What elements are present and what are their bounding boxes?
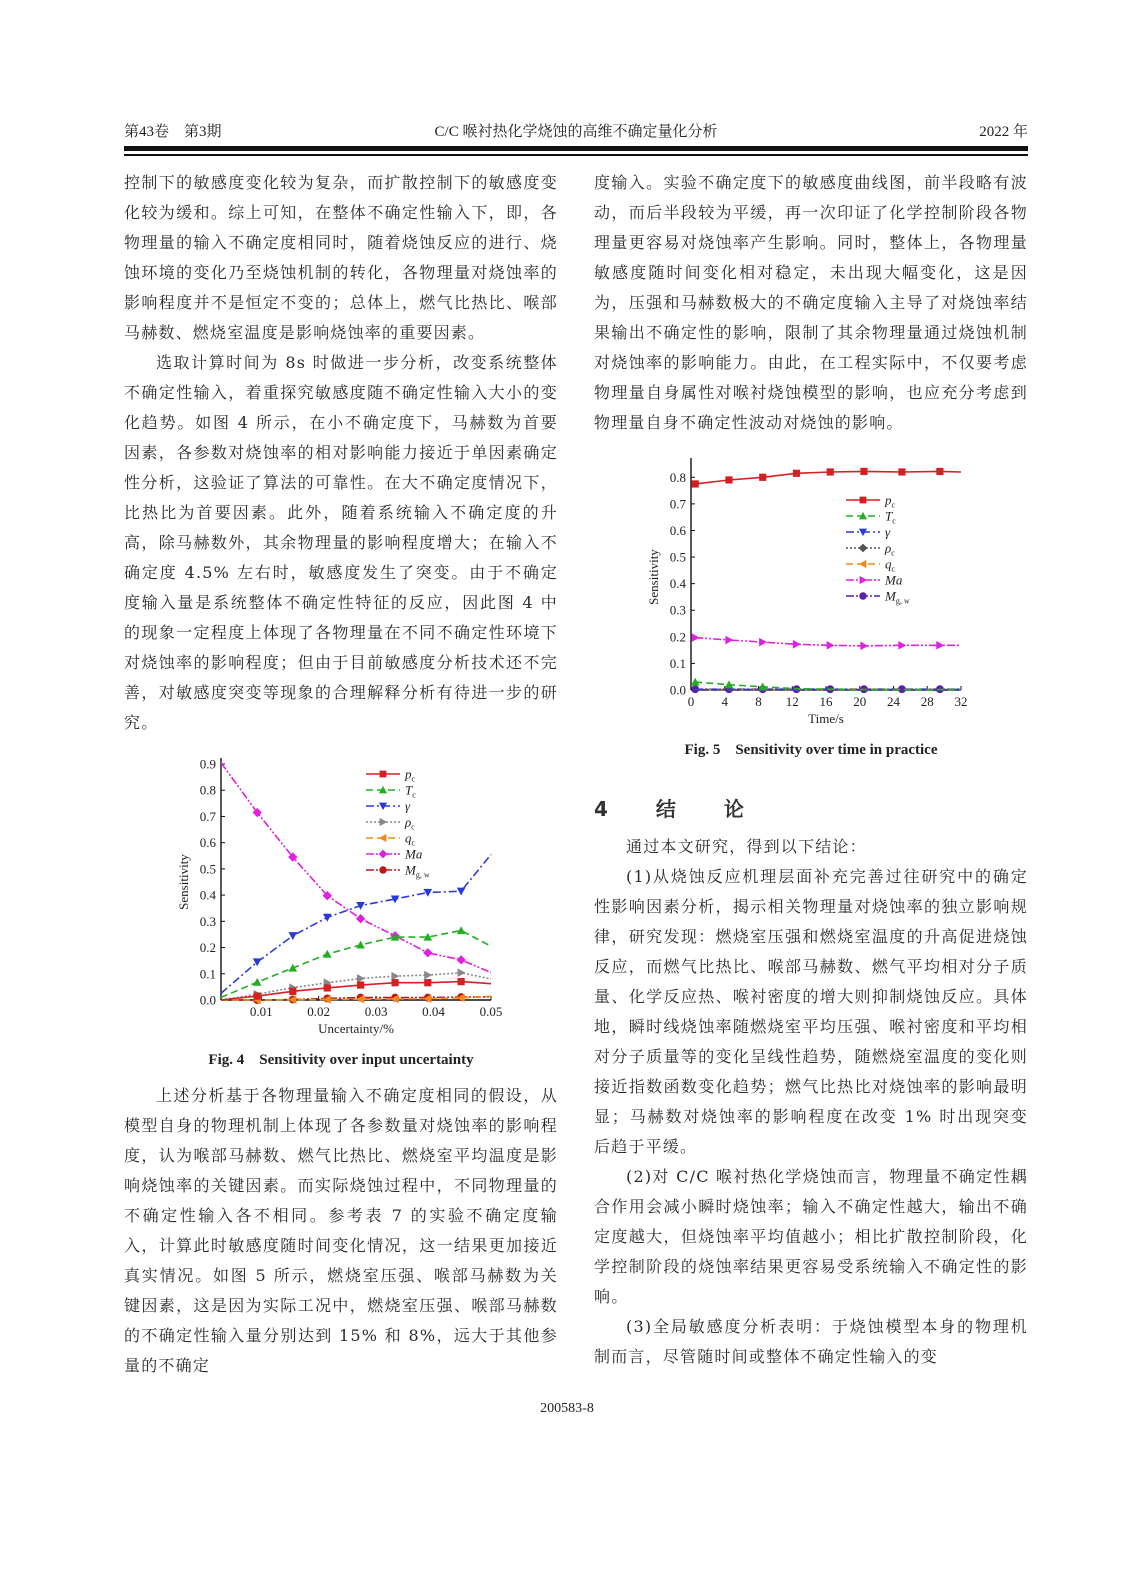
legend-marker xyxy=(380,770,387,777)
series-line xyxy=(695,682,961,690)
data-point xyxy=(356,914,365,923)
legend-marker xyxy=(858,543,867,552)
legend-marker xyxy=(379,849,388,858)
data-point xyxy=(356,940,365,948)
paragraph: (2)对 C/C 喉衬热化学烧蚀而言，物理量不确定性耦合作用会减小瞬时烧蚀率；输入不确定性越大，输出不确定度越大，但烧蚀率平均值越小；相比扩散控制阶段，化学控制阶段的烧蚀率结果更容易受系统输入不确定性的影响。 xyxy=(594,1166,1028,1306)
left-column-top-text xyxy=(124,168,558,738)
data-point xyxy=(898,641,906,650)
y-tick-label: 0.6 xyxy=(669,522,686,538)
paragraph: 度输入。实验不确定度下的敏感度曲线图，前半段略有波动，而后半段较为平缓，再一次印证了化学控制阶段各物理量更容易对烧蚀率产生影响。同时，整体上，各物理量敏感度随时间变化相对稳定，未出现大幅变化，这是因为，压强和马赫数极大的不确定度输入主导了对烧蚀率结果输出不确定性的影响，限制了其余物理量通过烧蚀机制对烧蚀率的影响能力。由此，在工程实际中，不仅要考虑物理量自身属性对喉衬烧蚀模型的影响，也应充分考虑到物理量自身不确定性波动对烧蚀的影响。 xyxy=(594,172,1028,432)
paragraph: 通过本文研究，得到以下结论： xyxy=(626,836,867,856)
series-2 xyxy=(221,854,491,993)
data-point xyxy=(898,468,905,475)
x-axis-label: Time/s xyxy=(807,710,844,726)
figure-5 xyxy=(594,452,1028,759)
section-heading-conclusion: 4 结 论 xyxy=(594,796,758,821)
legend-label: γ xyxy=(884,524,890,539)
y-tick-label: 0.1 xyxy=(669,655,686,671)
y-tick-label: 0.4 xyxy=(669,575,686,591)
legend-label: $q_c$ xyxy=(405,830,416,847)
x-tick-label: 32 xyxy=(954,693,967,709)
series-0 xyxy=(691,467,960,487)
y-tick-label: 0.2 xyxy=(199,939,216,955)
series-5 xyxy=(221,762,491,972)
legend-label: $\rho_c$ xyxy=(405,814,415,831)
y-tick-label: 0.6 xyxy=(199,834,216,850)
data-point xyxy=(725,476,732,483)
legend-label-subscript: c xyxy=(890,548,895,557)
y-tick-label: 0.8 xyxy=(199,782,216,798)
page-number: 200583-8 xyxy=(540,1400,594,1416)
running-header-title: C/C 喉衬热化学烧蚀的高维不确定量化分析 xyxy=(434,124,718,140)
data-point xyxy=(691,480,698,487)
data-point xyxy=(323,913,332,921)
x-tick-label: 0.03 xyxy=(364,1003,388,1019)
running-header xyxy=(124,0,1028,142)
two-column-body xyxy=(124,168,1028,1381)
x-tick-label: 4 xyxy=(721,693,728,709)
figure-4-caption: Fig. 4 Sensitivity over input uncertainty xyxy=(208,1051,474,1068)
y-tick-label: 0.8 xyxy=(669,469,686,485)
legend-label: γ xyxy=(405,798,411,813)
running-header-volume: 第43卷 第3期 xyxy=(124,124,222,140)
series-line xyxy=(221,854,491,993)
legend-label: $T_c$ xyxy=(405,782,416,799)
x-tick-label: 16 xyxy=(819,693,832,709)
right-column xyxy=(594,168,1028,1381)
legend-label-subscript: c xyxy=(891,564,895,573)
paragraph: (3)全局敏感度分析表明：于烧蚀模型本身的物理机制而言，尽管随时间或整体不确定性输入的变 xyxy=(594,1316,1028,1366)
y-tick-label: 0.2 xyxy=(669,628,686,644)
legend-label: $q_c$ xyxy=(884,556,895,573)
data-point xyxy=(936,641,944,650)
data-point xyxy=(254,992,261,999)
y-tick-label: 0.5 xyxy=(199,860,216,876)
legend xyxy=(846,492,910,605)
y-tick-label: 0.0 xyxy=(199,992,216,1007)
x-tick-label: 0.04 xyxy=(422,1003,445,1019)
data-point xyxy=(860,641,868,650)
data-point xyxy=(826,468,833,475)
y-tick-label: 0.3 xyxy=(669,602,686,618)
y-tick-label: 0.7 xyxy=(669,495,686,511)
data-point xyxy=(288,963,297,971)
series-5 xyxy=(691,633,960,650)
paragraph: (1)从烧蚀反应机理层面补充完善过往研究中的确定性影响因素分析，揭示相关物理量对烧蚀率的独立影响规律，研究发现：燃烧室压强和燃烧室温度的升高促进烧蚀反应，而燃气比热比、喉部马赫数、燃气平均相对分子质量、化学反应热、喉衬密度的增大则抑制烧蚀反应。具体地，瞬时线烧蚀率随燃烧室平均压强、喉衬密度和平均相对分子质量等的变化呈线性趋势，随燃烧室温度的变化则接近指数函数变化趋势；燃气比热比对烧蚀率的影响最明显；马赫数对烧蚀率的影响程度在改变 1% 时出现突变后趋于平缓。 xyxy=(594,866,1028,1156)
legend-label: Ma xyxy=(884,572,902,587)
legend-label: $M_{g, w}$ xyxy=(405,862,430,879)
legend-label: $p_c$ xyxy=(884,492,895,509)
data-point xyxy=(860,467,867,474)
y-tick-label: 0.9 xyxy=(199,756,216,771)
data-point xyxy=(458,968,466,977)
data-point xyxy=(253,977,262,985)
data-point xyxy=(456,955,465,964)
y-tick-label: 0.4 xyxy=(199,887,216,903)
data-point xyxy=(826,641,834,650)
paragraph: 控制下的敏感度变化较为复杂，而扩散控制下的敏感度变化较为缓和。综上可知，在整体不确定性输入下，即，各物理量的输入不确定度相同时，随着烧蚀反应的进行、烧蚀环境的变化乃至烧蚀机制的转化，各物理量对烧蚀率的影响程度并不是恒定不变的；总体上，燃气比热比、喉部马赫数、燃烧室温度是影响烧蚀率的重要因素。 xyxy=(124,172,558,342)
legend xyxy=(366,766,430,879)
header-rule-thick xyxy=(124,146,1028,151)
y-tick-label: 0.5 xyxy=(669,549,686,565)
header-rule-thin xyxy=(124,154,1028,156)
legend-label-subscript: c xyxy=(412,790,416,799)
legend-marker xyxy=(380,817,387,825)
legend-label-subscript: c xyxy=(891,500,895,509)
data-point xyxy=(323,949,332,957)
running-header-year: 2022 年 xyxy=(979,124,1028,140)
paragraph: 选取计算时间为 8s 时做进一步分析，改变系统整体不确定性输入，着重探究敏感度随不确定性输入大小的变化趋势。如图 4 所示，在小不确定度下，马赫数为首要因素，各参数对烧蚀率的相对影响能力接近于单因素确定性分析，这验证了算法的可靠性。在大不确定度情况下，比热比为首要因素。此外，随着系统输入不确定度的升高，除马赫数外，其余物理量的影响程度增大；在输入不确定度 4.5% 左右时，敏感度发生了突变。由于不确定度输入量是系统整体不确定性特征的反应，因此图 4 中的现象一定程度上体现了各物理量在不同不确定性环境下对烧蚀率的影响程度；但由于目前敏感度分析技术还不完善，对敏感度突变等现象的合理解释分析有待进一步的研究。 xyxy=(124,352,558,732)
legend-label-subscript: c xyxy=(411,838,416,847)
x-tick-label: 0 xyxy=(687,693,694,709)
figure-5-caption: Fig. 5 Sensitivity over time in practice xyxy=(684,741,938,758)
legend-label: $M_{g, w}$ xyxy=(884,588,910,605)
y-tick-label: 0.7 xyxy=(199,808,216,824)
y-tick-label: 0.1 xyxy=(199,965,216,981)
right-column-bottom-text xyxy=(594,832,1028,1372)
legend-marker xyxy=(859,592,866,599)
legend-label-subscript: c xyxy=(891,516,896,525)
x-tick-label: 0.01 xyxy=(249,1003,273,1019)
data-point xyxy=(457,887,466,895)
figure-4 xyxy=(124,752,558,1069)
series-line xyxy=(221,930,491,997)
x-tick-label: 28 xyxy=(920,693,934,709)
x-tick-label: 24 xyxy=(886,693,900,709)
y-tick-label: 0.3 xyxy=(199,913,216,929)
data-point xyxy=(792,469,799,476)
legend-label: $T_c$ xyxy=(884,508,896,525)
legend-marker xyxy=(859,575,866,583)
data-point xyxy=(423,948,432,957)
data-point xyxy=(691,633,699,642)
data-point xyxy=(725,635,733,644)
figure-4-chart xyxy=(166,752,516,1044)
series-line xyxy=(221,762,491,972)
x-tick-label: 8 xyxy=(754,693,762,709)
legend-label: $\rho_c$ xyxy=(884,540,895,557)
legend-label-subscript: g, w xyxy=(895,596,910,605)
legend-marker xyxy=(379,866,386,873)
legend-label-subscript: c xyxy=(411,774,416,783)
left-column-bottom-text xyxy=(124,1081,558,1381)
data-point xyxy=(324,984,331,991)
data-point xyxy=(424,979,431,986)
data-point xyxy=(759,473,766,480)
data-point xyxy=(289,987,296,994)
data-point xyxy=(759,637,767,646)
paragraph: 上述分析基于各物理量输入不确定度相同的假设，从模型自身的物理机制上体现了各参数量对烧蚀率的影响程度，认为喉部马赫数、燃气比热比、燃烧室平均温度是影响烧蚀率的关键因素。而实际烧蚀过程中，不同物理量的不确定性输入各不相同。参考表 7 的实验不确定度输入，计算此时敏感度随时间变化情况，这一结果更加接近真实情况。如图 5 所示，燃烧室压强、喉部马赫数为关键因素，这是因为实际工况中，燃烧室压强、喉部马赫数的不确定性输入量分别达到 15% 和 8%，远大于其他参量的不确定 xyxy=(124,1085,558,1375)
legend-marker xyxy=(379,833,386,841)
x-tick-label: 0.05 xyxy=(479,1003,503,1019)
y-axis-label: Sensitivity xyxy=(176,853,191,910)
figure-5-chart xyxy=(639,452,984,734)
data-point xyxy=(357,981,364,988)
x-tick-label: 20 xyxy=(852,693,866,709)
y-axis-label: Sensitivity xyxy=(645,548,661,605)
legend-label: $p_c$ xyxy=(405,766,416,783)
legend-marker xyxy=(859,496,866,503)
data-point xyxy=(458,978,465,985)
x-tick-label: 0.02 xyxy=(307,1003,331,1019)
data-point xyxy=(424,970,432,979)
x-tick-label: 12 xyxy=(785,693,799,709)
data-point xyxy=(936,467,943,474)
right-column-top-text xyxy=(594,168,1028,438)
data-point xyxy=(792,639,800,648)
series-1 xyxy=(221,926,491,997)
data-point xyxy=(457,926,466,934)
y-tick-label: 0.0 xyxy=(669,682,686,697)
legend-label-subscript: c xyxy=(411,822,415,831)
legend-marker xyxy=(858,559,865,567)
legend-label-subscript: g, w xyxy=(415,870,430,879)
legend-label: Ma xyxy=(405,846,423,861)
data-point xyxy=(391,979,398,986)
x-axis-label: Uncertainty/% xyxy=(318,1020,394,1036)
left-column xyxy=(124,168,558,1381)
